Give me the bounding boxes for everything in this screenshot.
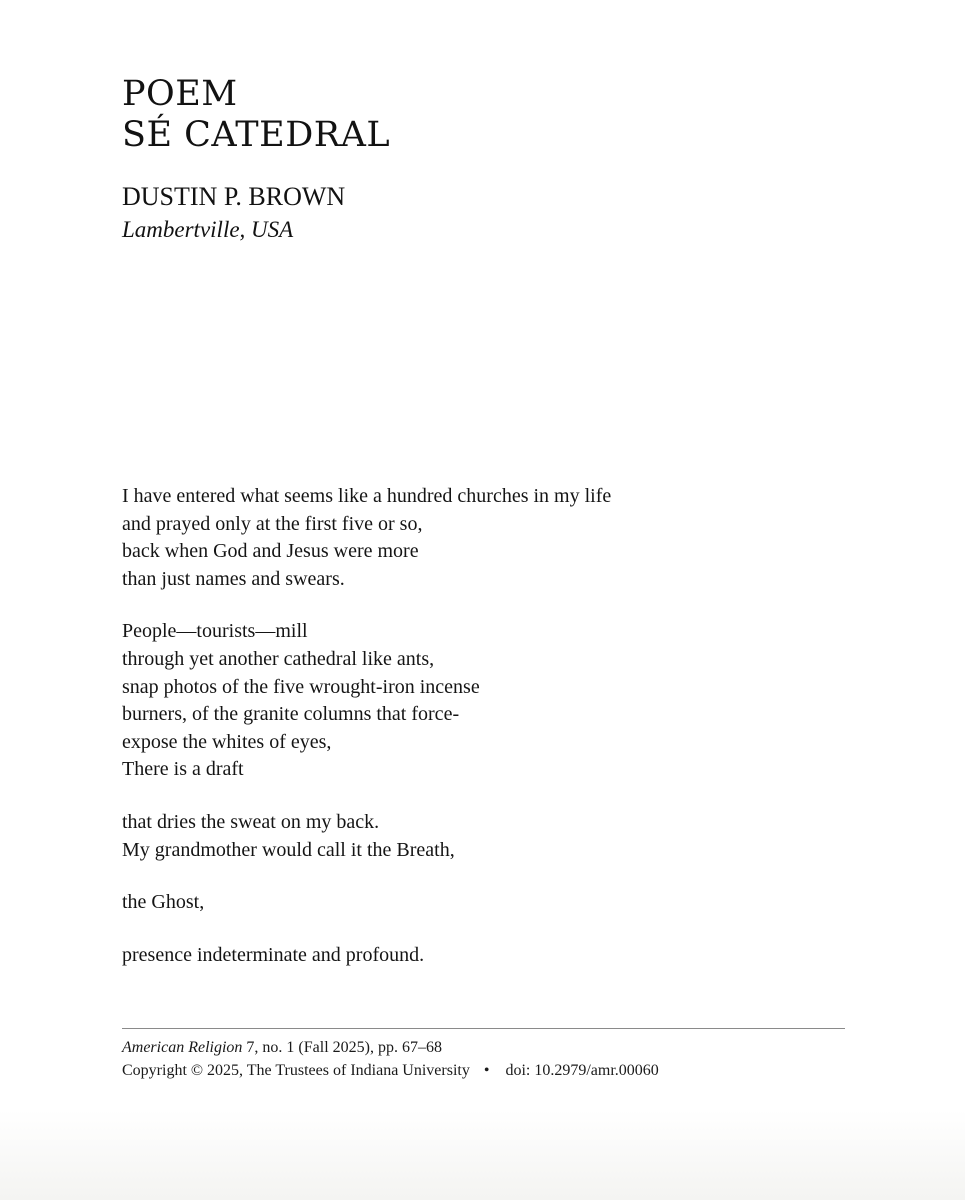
doi-text: doi: 10.2979/amr.00060 [505, 1062, 659, 1079]
footer-divider [122, 1028, 845, 1029]
stanza-break [122, 917, 611, 942]
stanza-1 [122, 483, 611, 593]
stanza-5 [122, 942, 611, 970]
poem-line: presence indeterminate and profound. [122, 943, 425, 966]
citation-line [122, 1036, 659, 1059]
title-line-2: SÉ CATEDRAL [122, 115, 391, 155]
poem-line: through yet another cathedral like ants, [122, 647, 435, 670]
journal-name: American Religion [122, 1039, 243, 1056]
copyright-line [122, 1059, 659, 1082]
stanza-4 [122, 889, 611, 917]
poem-line: snap photos of the five wrought-iron incense [122, 675, 480, 698]
bullet-separator: • [483, 1062, 490, 1079]
poem-line: than just names and swears. [122, 567, 345, 590]
stanza-break [122, 593, 611, 618]
poem-line: People—tourists—mill [122, 620, 308, 643]
stanza-3 [122, 809, 611, 864]
author-name: DUSTIN P. BROWN [122, 182, 346, 211]
stanza-2 [122, 618, 611, 784]
poem-body [122, 483, 611, 969]
poem-line: that dries the sweat on my back. [122, 810, 380, 833]
poem-line: My grandmother would call it the Breath, [122, 838, 455, 861]
stanza-break [122, 784, 611, 809]
poem-line: There is a draft [122, 758, 244, 781]
title-line-1: POEM [122, 74, 238, 114]
author-location: Lambertville, USA [122, 217, 294, 242]
poem-line: burners, of the granite columns that force- [122, 703, 460, 726]
citation-details: 7, no. 1 (Fall 2025), pp. 67–68 [242, 1039, 442, 1056]
poem-line: back when God and Jesus were more [122, 540, 419, 563]
poem-line: and prayed only at the first five or so, [122, 512, 423, 535]
poem-line: I have entered what seems like a hundred churches in my life [122, 485, 612, 507]
poem-line: the Ghost, [122, 891, 205, 914]
page-title [122, 74, 390, 156]
copyright-text: Copyright © 2025, The Trustees of Indiana University [122, 1062, 470, 1079]
stanza-break [122, 864, 611, 889]
footer [122, 1036, 659, 1082]
poem-line: expose the whites of eyes, [122, 730, 332, 753]
